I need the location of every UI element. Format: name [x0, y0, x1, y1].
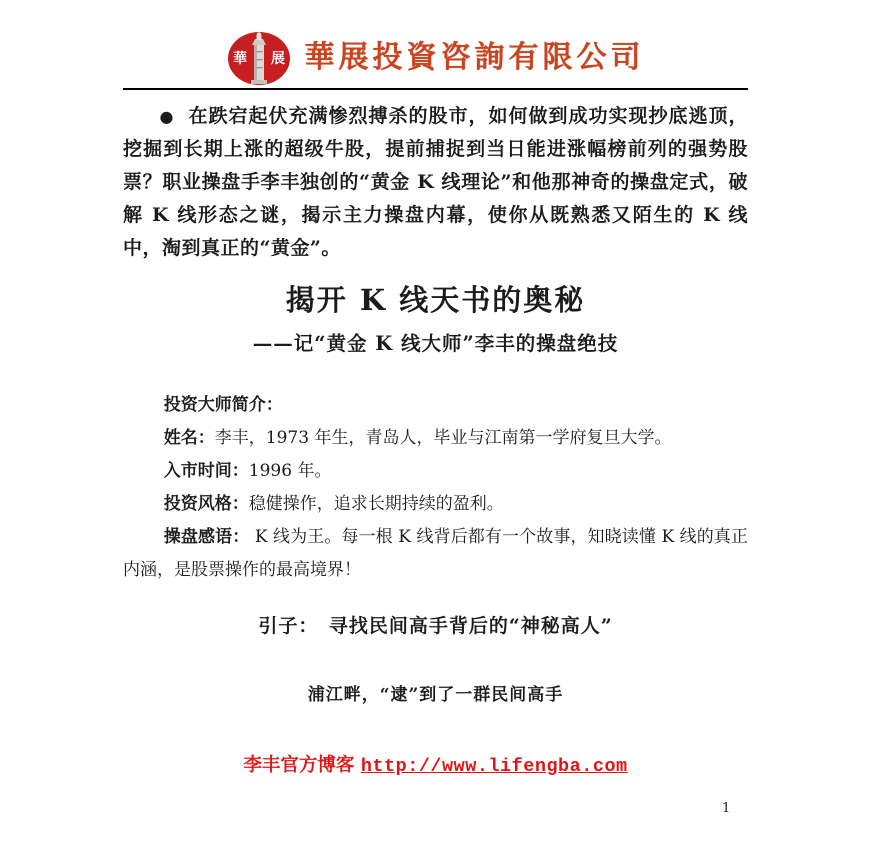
page-subtitle: ——记“黄金 K 线大师”李丰的操盘绝技	[252, 332, 619, 355]
bio-section	[123, 389, 748, 587]
page-title: 揭开 K 线天书的奥秘	[285, 283, 586, 317]
company-header	[123, 30, 748, 86]
bio-label: 姓名：	[163, 428, 215, 448]
logo-left-char: 華	[232, 50, 247, 67]
bio-value: 稳健操作，追求长期持续的盈利。	[248, 494, 504, 514]
bio-item-motto	[123, 521, 748, 587]
blog-label: 李丰官方博客	[243, 755, 355, 776]
blog-line	[123, 751, 748, 777]
bio-heading: 投资大师简介：	[163, 395, 283, 415]
company-logo-icon	[227, 31, 291, 86]
logo-right-char: 展	[270, 50, 285, 67]
bio-value: 1996 年。	[248, 461, 332, 481]
page-number: 1	[722, 801, 731, 816]
bio-value: K 线为王。每一根 K 线背后都有一个故事，知晓读懂 K 线的真正内涵，是股票操作的最高境界！	[123, 527, 748, 580]
bio-item-name	[123, 422, 748, 455]
bio-value: 李丰，1973 年生，青岛人，毕业与江南第一学府复旦大学。	[214, 428, 672, 448]
header-divider	[123, 88, 748, 90]
bio-label: 入市时间：	[163, 461, 249, 481]
intro-paragraph	[123, 100, 748, 265]
company-name: 華展投資咨詢有限公司	[304, 40, 645, 75]
bio-item-entry-time	[123, 455, 748, 488]
chapter-heading: 引子： 寻找民间高手背后的“神秘高人”	[258, 615, 613, 637]
bio-label: 操盘感语：	[163, 527, 250, 547]
bullet-icon: ●	[159, 107, 175, 126]
blog-url-link[interactable]: http://www.lifengba.com	[360, 756, 628, 777]
section-subheading: 浦江畔，“逮”到了一群民间高手	[307, 685, 564, 705]
bio-label: 投资风格：	[163, 494, 249, 514]
intro-text: 在跌宕起伏充满惨烈搏杀的股市，如何做到成功实现抄底逃顶，挖掘到长期上涨的超级牛股，提前捕捉到当日能进涨幅榜前列的强势股票？职业操盘手李丰独创的“黄金 K 线理论”和他那神奇的操盘定式，破解 K 线形态之谜，揭示主力操盘内幕，使你从既熟悉又陌生的 K 线中，淘到真正的“黄金”。	[123, 105, 748, 259]
bio-item-style	[123, 488, 748, 521]
